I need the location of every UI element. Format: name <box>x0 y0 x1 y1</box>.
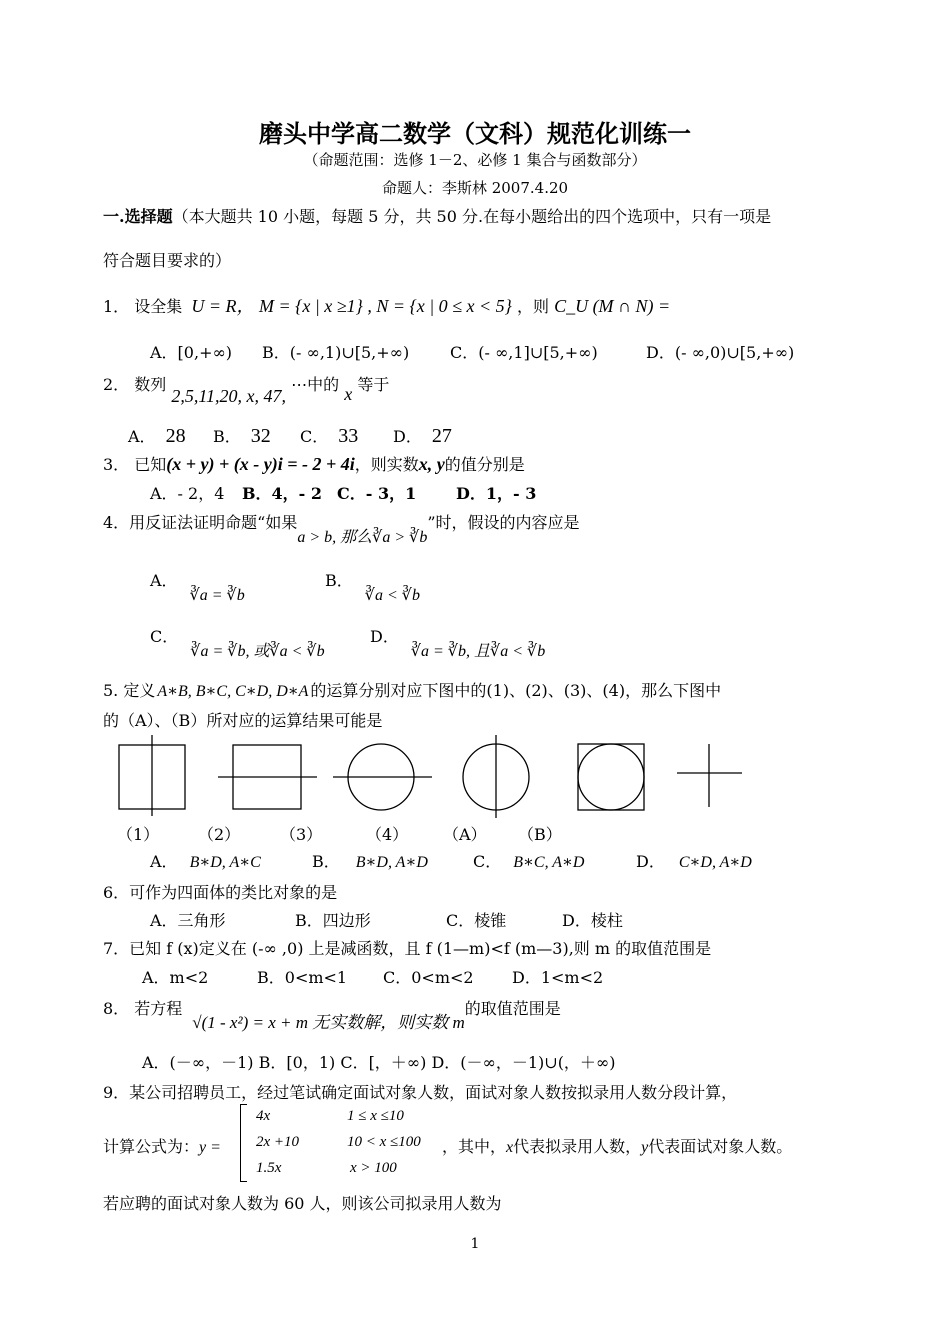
scope-note: （命题范围：选修 1－2、必修 1 集合与函数部分） <box>303 151 647 169</box>
q3-option-d: D．1，- 3 <box>456 484 537 503</box>
q6-option-d: D．棱柱 <box>562 911 623 930</box>
q5-line1 <box>103 678 721 701</box>
q3-option-a: A．- 2，4 <box>150 484 225 503</box>
q1-stem: 1． 设全集 <box>103 297 183 316</box>
q4-tail: ”时，假设的内容应是 <box>427 513 580 532</box>
q2-tail2: 等于 <box>357 375 390 394</box>
page-title: 磨头中学高二数学（文科）规范化训练一 <box>259 119 691 148</box>
q5-fig-label-b: （B） <box>518 825 562 844</box>
q6-stem: 6．可作为四面体的类比对象的是 <box>103 883 338 902</box>
section-intro-a: （本大题共 10 小题，每题 5 分，共 50 分.在每小题给出的四个选项中，只有一项是 <box>172 207 772 226</box>
section-heading: 一.选择题 <box>103 207 173 226</box>
q9-formula-lead-text: 计算公式为： <box>103 1137 200 1156</box>
q6-option-b: B．四边形 <box>295 911 371 930</box>
q5-fig-label-3: （3） <box>280 825 323 844</box>
q1-option-d: D．(- ∞,0)∪[5,+∞) <box>646 343 795 362</box>
q5-option-b: B． B∗D, A∗D <box>312 852 428 871</box>
q7-option-b: B．0<m<1 <box>257 968 348 987</box>
q7-option-d: D．1<m<2 <box>512 968 604 987</box>
q1-then: ，则 <box>516 297 549 316</box>
q4-stem-line <box>103 510 580 546</box>
page-number: 1 <box>470 1236 480 1252</box>
q9-cases-brace <box>240 1104 247 1182</box>
q5-option-c: C． B∗C, A∗D <box>473 852 585 871</box>
q4-option-b: B．∛a < ∛b <box>325 571 420 604</box>
q3-tail2: 的值分别是 <box>444 455 525 474</box>
q3-vars: x, y <box>418 454 445 474</box>
q7-stem: 7．已知 f (x)定义在 (-∞ ,0) 上是减函数，且 f (1—m)<f (m—3),则 m 的取值范围是 <box>103 939 712 958</box>
q3-stem-line <box>103 452 525 475</box>
figB-cross <box>677 744 742 807</box>
fig4-circle-vertical <box>463 735 529 818</box>
q4-stem: 4．用反证法证明命题“如果 <box>103 513 298 532</box>
q6-option-c: C．棱锥 <box>446 911 507 930</box>
q3-tail: ，则实数 <box>354 455 419 474</box>
q7-option-c: C．0<m<2 <box>383 968 474 987</box>
q6-option-a: A．三角形 <box>150 911 226 930</box>
q9-line3: 若应聘的面试对象人数为 60 人，则该公司拟录用人数为 <box>103 1194 502 1213</box>
q1-option-b: B．(- ∞,1)∪[5,+∞) <box>262 343 410 362</box>
q4-option-d: D．∛a = ∛b, 且∛a < ∛b <box>370 627 546 660</box>
q1-math2: C_U (M ∩ N) = <box>554 296 671 316</box>
q1-option-a: A．[0,+∞) <box>150 343 233 362</box>
q5-figures <box>0 730 950 825</box>
q9-y-eq: y = <box>199 1139 221 1156</box>
q7-option-a: A．m<2 <box>142 968 209 987</box>
q5-fig-label-a: （A） <box>443 825 487 844</box>
q9-formula-lead <box>103 1134 221 1157</box>
q2-stem: 2． 数列 <box>103 375 167 394</box>
q5-line1-math: A∗B, B∗C, C∗D, D∗A <box>157 683 309 700</box>
q2-stem-line <box>103 372 390 406</box>
author-line: 命题人：李斯林 2007.4.20 <box>381 179 569 197</box>
q1-option-c: C．(- ∞,1]∪[5,+∞) <box>450 343 598 362</box>
q1-stem-line <box>103 292 670 318</box>
q9-case2-cond: 10 < x ≤100 <box>347 1134 421 1150</box>
q5-option-d: D． C∗D, A∗D <box>636 852 752 871</box>
q8-tail: 的取值范围是 <box>464 999 561 1018</box>
section-heading-line <box>103 204 771 227</box>
q5-fig-label-1: （1） <box>117 825 160 844</box>
q3-stem: 3． 已知 <box>103 455 167 474</box>
q2-var: x <box>344 384 353 404</box>
q4-math: a > b, 那么∛a > ∛b <box>297 529 428 546</box>
q4-option-a: A．∛a = ∛b <box>150 571 245 604</box>
q8-stem: 8． 若方程 <box>103 999 183 1018</box>
q8-math: √(1 - x²) = x + m 无实数解，则实数 m <box>192 1013 465 1032</box>
fig2-square-horizontal <box>218 745 317 809</box>
q3-option-b: B．4，- 2 <box>242 484 323 503</box>
q9-case1-expr: 4x <box>256 1108 271 1124</box>
q2-option-d: D． 27 <box>393 425 452 447</box>
q3-option-c: C．- 3，1 <box>337 484 417 503</box>
q3-math: (x + y) + (x - y)i = - 2 + 4i <box>166 454 355 474</box>
q5-line2: 的（A）、（B）所对应的运算结果可能是 <box>103 711 383 730</box>
q9-case3-expr: 1.5x <box>256 1160 282 1176</box>
fig3-circle-horizontal <box>333 744 432 810</box>
q2-option-a: A． 28 <box>128 425 186 447</box>
q4-option-c: C．∛a = ∛b, 或∛a < ∛b <box>150 627 325 660</box>
q5-line1-b: 的运算分别对应下图中的(1)、(2)、(3)、(4)，那么下图中 <box>310 681 722 700</box>
q1-math: U = R， M = {x | x ≥1} , N = {x | 0 ≤ x < 5} <box>191 296 512 316</box>
q5-option-a: A． B∗D, A∗C <box>150 852 261 871</box>
q2-seq: 2,5,11,20, x, 47, <box>171 386 287 406</box>
q2-option-b: B． 32 <box>213 425 271 447</box>
q5-fig-label-4: （4） <box>366 825 409 844</box>
q9-after: ，其中，x代表拟录用人数，y代表面试对象人数。 <box>442 1137 793 1156</box>
section-intro-b: 符合题目要求的） <box>103 251 232 270</box>
q9-line1: 9．某公司招聘员工，经过笔试确定面试对象人数，面试对象人数按拟录用人数分段计算， <box>103 1083 738 1102</box>
q2-tail: ⋯中的 <box>291 375 340 394</box>
q5-line1-a: 5. 定义 <box>103 681 156 700</box>
q9-case1-cond: 1 ≤ x ≤10 <box>347 1108 404 1124</box>
figA-circle-in-square <box>578 744 644 810</box>
q2-option-c: C． 33 <box>300 425 359 447</box>
q8-stem-line <box>103 994 561 1032</box>
fig1-square-vertical <box>119 735 185 816</box>
q8-options: A．(－∞，－1) B．[0，1) C．[，＋∞) D．(－∞，－1)∪(，＋∞) <box>142 1053 616 1072</box>
q5-fig-label-2: （2） <box>198 825 241 844</box>
q9-case2-expr: 2x +10 <box>256 1134 300 1150</box>
q9-case3-cond: x > 100 <box>350 1160 397 1176</box>
